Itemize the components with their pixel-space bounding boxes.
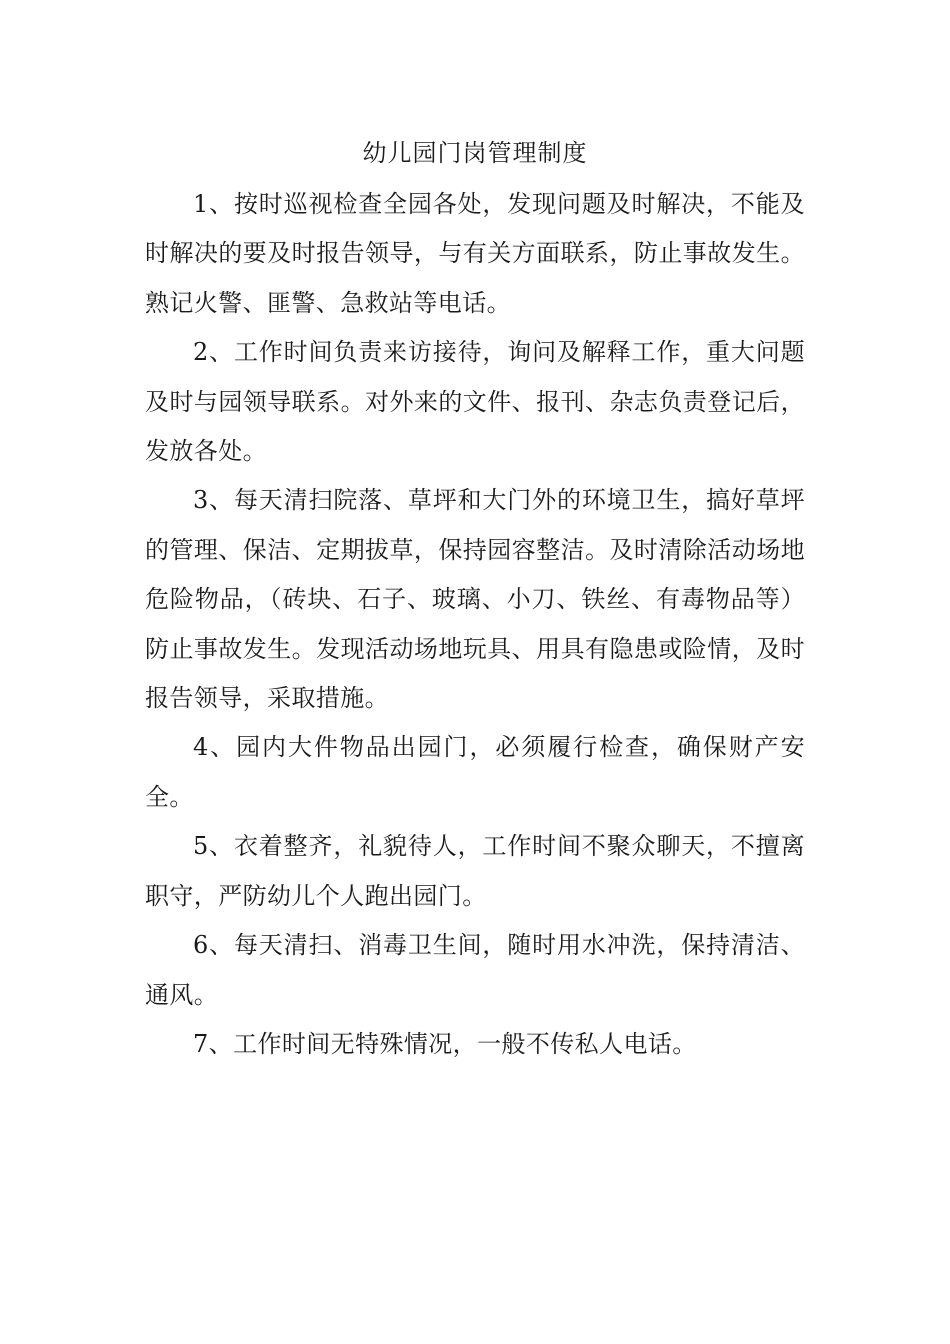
rule-paragraph-2: 2、工作时间负责来访接待，询问及解释工作，重大问题及时与园领导联系。对外来的文件、报刊、杂志负责登记后，发放各处。 xyxy=(145,338,805,466)
rule-paragraph-4: 4、园内大件物品出园门，必须履行检查，确保财产安全。 xyxy=(145,733,805,811)
rule-paragraph-7: 7、工作时间无特殊情况，一般不传私人电话。 xyxy=(193,1029,697,1058)
rule-paragraph-5: 5、衣着整齐，礼貌待人，工作时间不聚众聊天，不擅离职守，严防幼儿个人跑出园门。 xyxy=(145,832,805,910)
rule-paragraph-6: 6、每天清扫、消毒卫生间，随时用水冲洗，保持清洁、通风。 xyxy=(145,931,805,1009)
rule-paragraph-1: 1、按时巡视检查全园各处，发现问题及时解决，不能及时解决的要及时报告领导，与有关方面联系，防止事故发生。熟记火警、匪警、急救站等电话。 xyxy=(145,190,805,317)
document-body xyxy=(145,180,805,1069)
rule-paragraph-3: 3、每天清扫院落、草坪和大门外的环境卫生，搞好草坪的管理、保洁、定期拔草，保持园容整洁。及时清除活动场地危险物品，（砖块、石子、玻璃、小刀、铁丝、有毒物品等）防止事故发生。发现活动场地玩具、用具有隐患或险情，及时报告领导，采取措施。 xyxy=(145,486,805,713)
document-title: 幼儿园门岗管理制度 xyxy=(362,139,588,167)
